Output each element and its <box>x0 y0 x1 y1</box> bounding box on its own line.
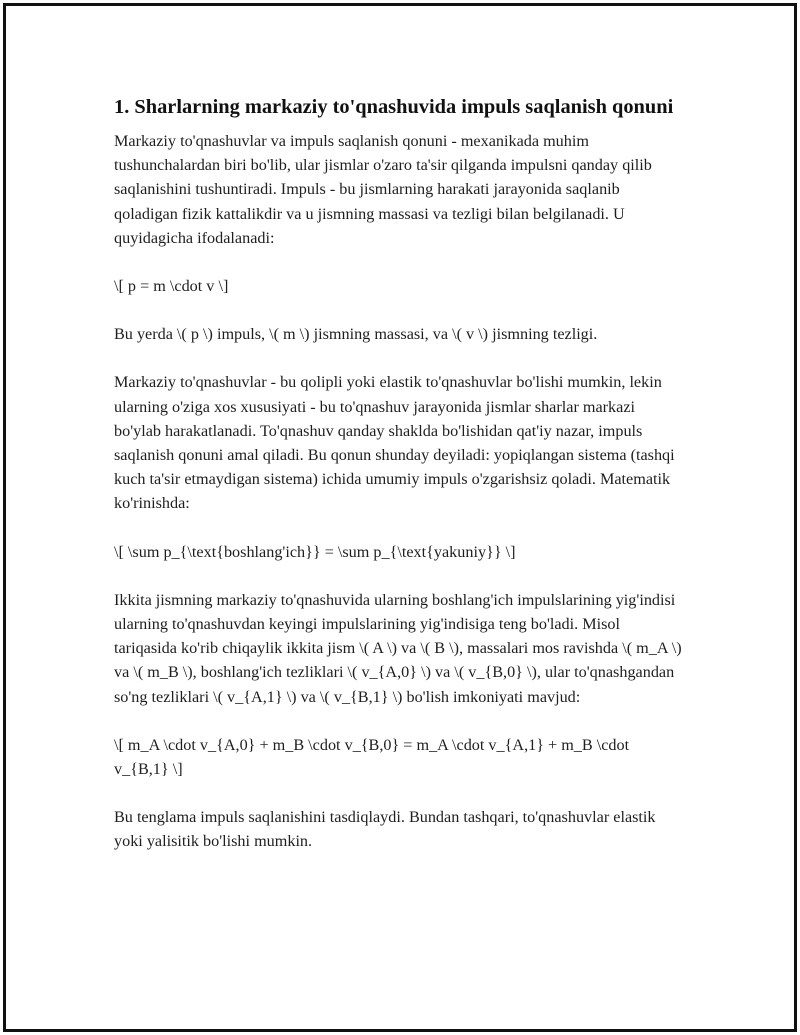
two-body-paragraph: Ikkita jismning markaziy to'qnashuvida ularning boshlang'ich impulslarining yig'indisi ularning to'qnashuvdan keyingi impulslarining yig'indisiga teng bo'ladi. Misol tariqasida ko'rib chiqaylik ikkita jism \( A \) va \( B \), massalari mos ravishda \( m_A \) va \( m_B \), boshlang'ich tezliklari \( v_{A,0} \) va \( v_{B,0} \), ular to'qnashgandan so'ng tezliklari \( v_{A,1} \) va \( v_{B,1} \) bo'lish imkoniyati mavjud: <box>114 590 682 706</box>
formula-explanation: Bu yerda \( p \) impuls, \( m \) jismning massasi, va \( v \) jismning tezligi. <box>114 325 598 344</box>
central-collision-paragraph: Markaziy to'qnashuvlar - bu qolipli yoki elastik to'qnashuvlar bo'lishi mumkin, lekin ularning o'ziga xos xususiyati - bu to'qnashuv jarayonida jismlar sharlar markazi bo'ylab harakatlanadi. To'qnashuv qanday shaklda bo'lishidan qat'iy nazar, impuls saqlanish qonuni amal qiladi. Bu qonun shunday deyiladi: yopiqlangan sistema (tashqi kuch ta'sir etmaydigan sistema) ichida umumiy impuls o'zgarishsiz qoladi. Matematik ko'rinishda: <box>114 373 675 513</box>
document-body <box>114 94 686 854</box>
two-body-formula: \[ m_A \cdot v_{A,0} + m_B \cdot v_{B,0} = m_A \cdot v_{A,1} + m_B \cdot v_{B,1} \] <box>114 735 630 779</box>
intro-paragraph: Markaziy to'qnashuvlar va impuls saqlanish qonuni - mexanikada muhim tushunchalardan biri bo'lib, ular jismlar o'zaro ta'sir qilganda impulsni qanday qilib saqlanishini tushuntiradi. Impuls - bu jismlarning harakati jarayonida saqlanib qoladigan fizik kattalikdir va u jismning massasi va tezligi bilan belgilanadi. U quyidagicha ifodalanadi: <box>114 132 652 247</box>
section-heading: 1. Sharlarning markaziy to'qnashuvida impuls saqlanish qonuni <box>114 96 674 118</box>
impulse-formula: \[ p = m \cdot v \] <box>114 277 229 296</box>
conclusion-paragraph: Bu tenglama impuls saqlanishini tasdiqlaydi. Bundan tashqari, to'qnashuvlar elastik yoki yalisitik bo'lishi mumkin. <box>114 808 656 851</box>
conservation-formula: \[ \sum p_{\text{boshlang'ich}} = \sum p_{\text{yakuniy}} \] <box>114 542 516 561</box>
